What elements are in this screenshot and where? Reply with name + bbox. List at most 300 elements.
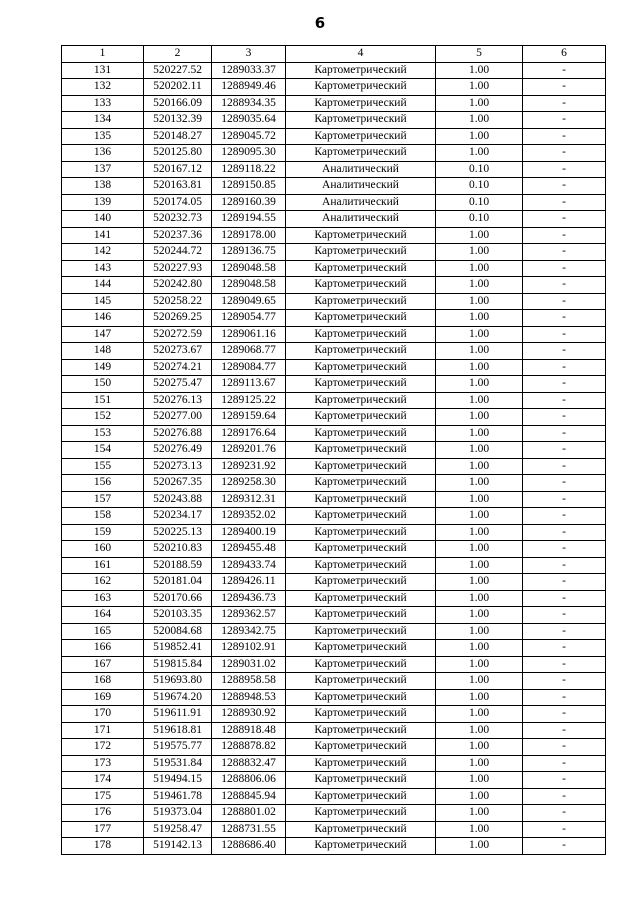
table-row [62, 211, 606, 228]
table-row [62, 376, 606, 393]
table-cell: 520166.09 [144, 95, 212, 112]
table-cell: Картометрический [286, 607, 436, 624]
table-cell: 132 [62, 79, 144, 96]
table-cell: 144 [62, 277, 144, 294]
table-cell: Картометрический [286, 524, 436, 541]
table-cell: 159 [62, 524, 144, 541]
table-cell: Картометрический [286, 260, 436, 277]
table-cell: 1.00 [436, 326, 523, 343]
table-cell: 1288930.92 [212, 706, 286, 723]
table-cell: Картометрический [286, 376, 436, 393]
table-cell: 1.00 [436, 689, 523, 706]
table-cell: 519852.41 [144, 640, 212, 657]
table-row [62, 244, 606, 261]
table-row [62, 788, 606, 805]
table-cell: 145 [62, 293, 144, 310]
table-cell: 137 [62, 161, 144, 178]
table-cell: 162 [62, 574, 144, 591]
table-cell: 1.00 [436, 739, 523, 756]
table-cell: 519575.77 [144, 739, 212, 756]
table-cell: 1288845.94 [212, 788, 286, 805]
table-cell: - [523, 607, 606, 624]
table-cell: Картометрический [286, 838, 436, 855]
table-cell: 1.00 [436, 755, 523, 772]
table-cell: - [523, 524, 606, 541]
table-row [62, 524, 606, 541]
table-cell: 1289045.72 [212, 128, 286, 145]
table-cell: Картометрический [286, 541, 436, 558]
table-cell: 520234.17 [144, 508, 212, 525]
table-cell: 1289362.57 [212, 607, 286, 624]
table-cell: 1.00 [436, 722, 523, 739]
table-cell: - [523, 409, 606, 426]
table-cell: 174 [62, 772, 144, 789]
table-cell: 1.00 [436, 95, 523, 112]
table-cell: - [523, 458, 606, 475]
table-row [62, 656, 606, 673]
table-cell: 138 [62, 178, 144, 195]
table-cell: 520225.13 [144, 524, 212, 541]
table-cell: 1289113.67 [212, 376, 286, 393]
table-row [62, 590, 606, 607]
table-cell: 1.00 [436, 607, 523, 624]
table-cell: 520277.00 [144, 409, 212, 426]
table-cell: 177 [62, 821, 144, 838]
table-cell: - [523, 755, 606, 772]
table-cell: 520273.67 [144, 343, 212, 360]
table-cell: 147 [62, 326, 144, 343]
table-cell: 1.00 [436, 293, 523, 310]
table-cell: 520163.81 [144, 178, 212, 195]
column-header: 4 [286, 46, 436, 63]
table-row [62, 425, 606, 442]
table-cell: 520242.80 [144, 277, 212, 294]
table-row [62, 557, 606, 574]
table-cell: 1288878.82 [212, 739, 286, 756]
table-cell: 519618.81 [144, 722, 212, 739]
table-cell: 1.00 [436, 112, 523, 129]
table-cell: 1289054.77 [212, 310, 286, 327]
table-cell: Картометрический [286, 722, 436, 739]
table-cell: 1288801.02 [212, 805, 286, 822]
table-cell: Картометрический [286, 706, 436, 723]
table-cell: 1.00 [436, 805, 523, 822]
table-cell: 1289095.30 [212, 145, 286, 162]
table-cell: - [523, 491, 606, 508]
table-cell: 519611.91 [144, 706, 212, 723]
table-cell: 1289159.64 [212, 409, 286, 426]
table-cell: Картометрический [286, 574, 436, 591]
table-row [62, 194, 606, 211]
table-cell: - [523, 161, 606, 178]
table-row [62, 722, 606, 739]
column-header: 6 [523, 46, 606, 63]
table-header-row [62, 46, 606, 63]
table-cell: - [523, 128, 606, 145]
table-cell: Картометрический [286, 689, 436, 706]
table-cell: Аналитический [286, 161, 436, 178]
table-cell: 1289048.58 [212, 277, 286, 294]
table-cell: 1.00 [436, 442, 523, 459]
table-cell: 1.00 [436, 62, 523, 79]
table-cell: - [523, 392, 606, 409]
table-cell: 150 [62, 376, 144, 393]
table-cell: 519373.04 [144, 805, 212, 822]
table-cell: 520243.88 [144, 491, 212, 508]
table-cell: 520174.05 [144, 194, 212, 211]
table-cell: 136 [62, 145, 144, 162]
table-cell: Картометрический [286, 112, 436, 129]
table-row [62, 326, 606, 343]
table-cell: 1289048.58 [212, 260, 286, 277]
table-cell: 1289231.92 [212, 458, 286, 475]
table-cell: 1288686.40 [212, 838, 286, 855]
table-cell: Картометрический [286, 310, 436, 327]
table-cell: Картометрический [286, 244, 436, 261]
table-row [62, 260, 606, 277]
table-cell: 520276.13 [144, 392, 212, 409]
table-cell: - [523, 557, 606, 574]
table-cell: 1.00 [436, 491, 523, 508]
table-cell: 1289258.30 [212, 475, 286, 492]
table-cell: Картометрический [286, 293, 436, 310]
table-cell: 1289312.31 [212, 491, 286, 508]
table-cell: - [523, 821, 606, 838]
table-row [62, 343, 606, 360]
table-row [62, 541, 606, 558]
table-cell: 1.00 [436, 359, 523, 376]
table-cell: - [523, 590, 606, 607]
table-row [62, 227, 606, 244]
table-row [62, 458, 606, 475]
table-cell: 1289136.75 [212, 244, 286, 261]
table-cell: 1289201.76 [212, 442, 286, 459]
table-row [62, 689, 606, 706]
table-cell: Картометрический [286, 805, 436, 822]
table-cell: Картометрический [286, 788, 436, 805]
table-cell: 1.00 [436, 706, 523, 723]
table-row [62, 755, 606, 772]
table-cell: 151 [62, 392, 144, 409]
table-row [62, 95, 606, 112]
table-cell: Картометрический [286, 755, 436, 772]
table-cell: 167 [62, 656, 144, 673]
table-row [62, 805, 606, 822]
table-cell: 1.00 [436, 425, 523, 442]
table-cell: 133 [62, 95, 144, 112]
table-cell: - [523, 574, 606, 591]
coordinates-table [61, 45, 606, 855]
table-cell: Картометрический [286, 590, 436, 607]
table-cell: Картометрический [286, 343, 436, 360]
table-cell: 1289160.39 [212, 194, 286, 211]
table-cell: 1288731.55 [212, 821, 286, 838]
table-cell: Картометрический [286, 95, 436, 112]
table-cell: 146 [62, 310, 144, 327]
table-cell: 1289150.85 [212, 178, 286, 195]
table-cell: Картометрический [286, 640, 436, 657]
table-cell: 1.00 [436, 640, 523, 657]
table-row [62, 838, 606, 855]
table-cell: 1.00 [436, 277, 523, 294]
table-cell: 520272.59 [144, 326, 212, 343]
table-row [62, 607, 606, 624]
table-cell: - [523, 623, 606, 640]
table-cell: 160 [62, 541, 144, 558]
table-cell: 1.00 [436, 788, 523, 805]
table-cell: - [523, 260, 606, 277]
table-cell: 1289176.64 [212, 425, 286, 442]
table-cell: 1.00 [436, 260, 523, 277]
table-row [62, 161, 606, 178]
table-row [62, 475, 606, 492]
table-cell: 1.00 [436, 623, 523, 640]
table-cell: Картометрический [286, 739, 436, 756]
table-cell: - [523, 673, 606, 690]
table-cell: Картометрический [286, 673, 436, 690]
table-cell: - [523, 838, 606, 855]
table-cell: Картометрический [286, 227, 436, 244]
table-cell: 149 [62, 359, 144, 376]
table-cell: 1.00 [436, 392, 523, 409]
table-cell: 520167.12 [144, 161, 212, 178]
table-body [62, 62, 606, 854]
table-cell: 1.00 [436, 656, 523, 673]
table-cell: Картометрический [286, 409, 436, 426]
table-cell: Картометрический [286, 458, 436, 475]
table-row [62, 62, 606, 79]
table-cell: - [523, 95, 606, 112]
table-cell: 1288934.35 [212, 95, 286, 112]
table-cell: Картометрический [286, 442, 436, 459]
table-cell: 520232.73 [144, 211, 212, 228]
table-cell: 1.00 [436, 673, 523, 690]
table-cell: - [523, 442, 606, 459]
table-cell: - [523, 706, 606, 723]
table-cell: Картометрический [286, 821, 436, 838]
table-cell: 1.00 [436, 227, 523, 244]
table-row [62, 508, 606, 525]
table-cell: 1288806.06 [212, 772, 286, 789]
table-cell: 1.00 [436, 590, 523, 607]
table-cell: Картометрический [286, 326, 436, 343]
table-cell: 1.00 [436, 508, 523, 525]
table-cell: - [523, 326, 606, 343]
table-cell: Картометрический [286, 557, 436, 574]
table-cell: 1289084.77 [212, 359, 286, 376]
table-cell: 520275.47 [144, 376, 212, 393]
table-row [62, 293, 606, 310]
table-cell: - [523, 722, 606, 739]
table-cell: 1289061.16 [212, 326, 286, 343]
table-row [62, 359, 606, 376]
table-cell: - [523, 739, 606, 756]
table-cell: 178 [62, 838, 144, 855]
table-cell: - [523, 227, 606, 244]
table-cell: 520276.49 [144, 442, 212, 459]
table-cell: - [523, 112, 606, 129]
table-cell: 520244.72 [144, 244, 212, 261]
table-row [62, 673, 606, 690]
table-cell: 1289125.22 [212, 392, 286, 409]
table-cell: Аналитический [286, 194, 436, 211]
table-row [62, 112, 606, 129]
table-cell: 520132.39 [144, 112, 212, 129]
table-cell: 1.00 [436, 310, 523, 327]
table-cell: - [523, 805, 606, 822]
table-cell: Картометрический [286, 772, 436, 789]
table-cell: Аналитический [286, 211, 436, 228]
table-cell: 520227.93 [144, 260, 212, 277]
table-cell: 152 [62, 409, 144, 426]
table-cell: - [523, 343, 606, 360]
table-row [62, 310, 606, 327]
table-row [62, 739, 606, 756]
table-cell: 135 [62, 128, 144, 145]
table-cell: 519142.13 [144, 838, 212, 855]
table-cell: 520269.25 [144, 310, 212, 327]
table-cell: 1288918.48 [212, 722, 286, 739]
table-row [62, 706, 606, 723]
table-cell: 1289194.55 [212, 211, 286, 228]
table-cell: 139 [62, 194, 144, 211]
table-cell: 153 [62, 425, 144, 442]
table-cell: 158 [62, 508, 144, 525]
table-cell: 176 [62, 805, 144, 822]
table-cell: 520181.04 [144, 574, 212, 591]
table-cell: - [523, 359, 606, 376]
table-cell: Аналитический [286, 178, 436, 195]
table-cell: 519461.78 [144, 788, 212, 805]
table-cell: - [523, 788, 606, 805]
table-cell: 520188.59 [144, 557, 212, 574]
table-cell: 520210.83 [144, 541, 212, 558]
table-cell: 1289400.19 [212, 524, 286, 541]
table-cell: - [523, 277, 606, 294]
table-cell: Картометрический [286, 145, 436, 162]
table-row [62, 574, 606, 591]
table-cell: 1.00 [436, 145, 523, 162]
table-cell: 1.00 [436, 128, 523, 145]
table-cell: - [523, 425, 606, 442]
table-row [62, 392, 606, 409]
table-cell: 173 [62, 755, 144, 772]
table-cell: 519693.80 [144, 673, 212, 690]
table-cell: Картометрический [286, 277, 436, 294]
table-cell: 520227.52 [144, 62, 212, 79]
table-cell: 161 [62, 557, 144, 574]
table-cell: 1289031.02 [212, 656, 286, 673]
table-cell: 131 [62, 62, 144, 79]
table-cell: 520202.11 [144, 79, 212, 96]
table-cell: 1.00 [436, 475, 523, 492]
column-header: 1 [62, 46, 144, 63]
table-cell: 0.10 [436, 161, 523, 178]
table-cell: 142 [62, 244, 144, 261]
table-cell: 1289178.00 [212, 227, 286, 244]
table-cell: 1289033.37 [212, 62, 286, 79]
table-cell: 1288949.46 [212, 79, 286, 96]
table-cell: 520267.35 [144, 475, 212, 492]
table-cell: - [523, 376, 606, 393]
table-cell: 141 [62, 227, 144, 244]
table-cell: 1.00 [436, 244, 523, 261]
table-cell: 140 [62, 211, 144, 228]
table-cell: - [523, 79, 606, 96]
table-cell: 520276.88 [144, 425, 212, 442]
table-cell: 1.00 [436, 524, 523, 541]
table-cell: - [523, 508, 606, 525]
table-cell: 1.00 [436, 376, 523, 393]
table-cell: 520237.36 [144, 227, 212, 244]
table-cell: Картометрический [286, 392, 436, 409]
table-cell: - [523, 244, 606, 261]
table-cell: 1289102.91 [212, 640, 286, 657]
table-row [62, 409, 606, 426]
table-cell: 520148.27 [144, 128, 212, 145]
table-row [62, 640, 606, 657]
table-cell: Картометрический [286, 425, 436, 442]
table-cell: 1289049.65 [212, 293, 286, 310]
table-cell: 175 [62, 788, 144, 805]
table-cell: Картометрический [286, 475, 436, 492]
table-cell: 148 [62, 343, 144, 360]
table-cell: 156 [62, 475, 144, 492]
table-cell: - [523, 475, 606, 492]
table-cell: 170 [62, 706, 144, 723]
table-cell: 519494.15 [144, 772, 212, 789]
table-cell: 1288948.53 [212, 689, 286, 706]
table-cell: 1289118.22 [212, 161, 286, 178]
table-cell: 1289436.73 [212, 590, 286, 607]
table-cell: 519531.84 [144, 755, 212, 772]
table-cell: 1289352.02 [212, 508, 286, 525]
table-cell: 1.00 [436, 541, 523, 558]
table-cell: - [523, 689, 606, 706]
table-cell: 1.00 [436, 79, 523, 96]
table-cell: 168 [62, 673, 144, 690]
table-cell: - [523, 145, 606, 162]
table-cell: - [523, 656, 606, 673]
table-cell: - [523, 62, 606, 79]
table-cell: 520258.22 [144, 293, 212, 310]
table-cell: 166 [62, 640, 144, 657]
table-cell: 520103.35 [144, 607, 212, 624]
table-cell: 1289035.64 [212, 112, 286, 129]
table-cell: Картометрический [286, 359, 436, 376]
table-cell: Картометрический [286, 62, 436, 79]
table-cell: 165 [62, 623, 144, 640]
table-cell: 172 [62, 739, 144, 756]
table-cell: 1289342.75 [212, 623, 286, 640]
table-cell: 1289426.11 [212, 574, 286, 591]
column-header: 2 [144, 46, 212, 63]
table-row [62, 277, 606, 294]
table-cell: - [523, 640, 606, 657]
table-cell: 171 [62, 722, 144, 739]
table-cell: - [523, 293, 606, 310]
table-row [62, 128, 606, 145]
table-cell: 143 [62, 260, 144, 277]
table-cell: 0.10 [436, 211, 523, 228]
table-cell: Картометрический [286, 656, 436, 673]
table-row [62, 145, 606, 162]
table-cell: - [523, 178, 606, 195]
table-cell: 0.10 [436, 178, 523, 195]
table-cell: Картометрический [286, 128, 436, 145]
table-row [62, 178, 606, 195]
table-cell: 1.00 [436, 458, 523, 475]
